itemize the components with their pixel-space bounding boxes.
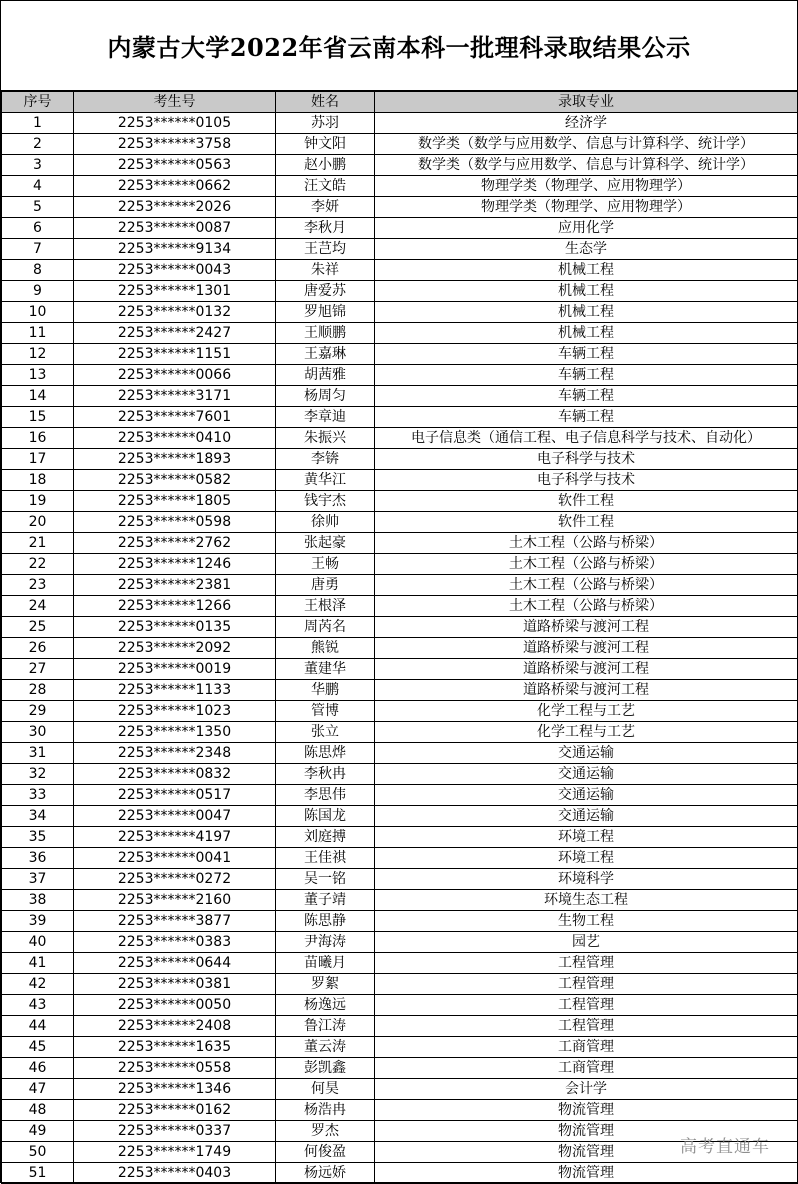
cell-index: 47 — [2, 1079, 74, 1100]
cell-name: 鲁江涛 — [276, 1016, 375, 1037]
cell-exam-id: 2253******0662 — [74, 176, 276, 197]
cell-major: 机械工程 — [375, 323, 798, 344]
cell-exam-id: 2253******1246 — [74, 554, 276, 575]
cell-name: 朱祥 — [276, 260, 375, 281]
cell-major: 工程管理 — [375, 974, 798, 995]
cell-index: 8 — [2, 260, 74, 281]
cell-major: 生物工程 — [375, 911, 798, 932]
cell-name: 王嘉琳 — [276, 344, 375, 365]
cell-major: 物流管理 — [375, 1121, 798, 1142]
cell-exam-id: 2253******1151 — [74, 344, 276, 365]
cell-exam-id: 2253******0563 — [74, 155, 276, 176]
cell-name: 张立 — [276, 722, 375, 743]
cell-exam-id: 2253******1266 — [74, 596, 276, 617]
cell-major: 工程管理 — [375, 953, 798, 974]
cell-exam-id: 2253******2092 — [74, 638, 276, 659]
cell-name: 管博 — [276, 701, 375, 722]
table-row — [2, 260, 798, 281]
table-row — [2, 911, 798, 932]
table-row — [2, 218, 798, 239]
cell-exam-id: 2253******0043 — [74, 260, 276, 281]
cell-exam-id: 2253******2381 — [74, 575, 276, 596]
table-row — [2, 638, 798, 659]
table-row — [2, 1121, 798, 1142]
cell-major: 机械工程 — [375, 302, 798, 323]
column-header-exam-id: 考生号 — [74, 92, 276, 113]
cell-major: 交通运输 — [375, 743, 798, 764]
cell-index: 3 — [2, 155, 74, 176]
table-row — [2, 680, 798, 701]
table-row — [2, 659, 798, 680]
cell-index: 29 — [2, 701, 74, 722]
table-row — [2, 1079, 798, 1100]
table-row — [2, 701, 798, 722]
table-body — [2, 113, 798, 1184]
cell-name: 尹海涛 — [276, 932, 375, 953]
cell-major: 数学类（数学与应用数学、信息与计算科学、统计学） — [375, 155, 798, 176]
cell-index: 20 — [2, 512, 74, 533]
cell-major: 应用化学 — [375, 218, 798, 239]
cell-exam-id: 2253******0272 — [74, 869, 276, 890]
cell-index: 16 — [2, 428, 74, 449]
cell-index: 27 — [2, 659, 74, 680]
cell-exam-id: 2253******2427 — [74, 323, 276, 344]
cell-name: 周芮名 — [276, 617, 375, 638]
cell-index: 6 — [2, 218, 74, 239]
cell-exam-id: 2253******0041 — [74, 848, 276, 869]
cell-major: 交通运输 — [375, 764, 798, 785]
cell-major: 交通运输 — [375, 806, 798, 827]
cell-name: 董云涛 — [276, 1037, 375, 1058]
table-row — [2, 533, 798, 554]
cell-name: 唐勇 — [276, 575, 375, 596]
cell-major: 电子信息类（通信工程、电子信息科学与技术、自动化） — [375, 428, 798, 449]
table-row — [2, 449, 798, 470]
cell-name: 吴一铭 — [276, 869, 375, 890]
cell-name: 董子靖 — [276, 890, 375, 911]
table-row — [2, 554, 798, 575]
column-header-major: 录取专业 — [375, 92, 798, 113]
cell-name: 罗絮 — [276, 974, 375, 995]
table-row — [2, 827, 798, 848]
table-row — [2, 869, 798, 890]
cell-name: 李思伟 — [276, 785, 375, 806]
table-row — [2, 470, 798, 491]
table-row — [2, 386, 798, 407]
cell-name: 刘庭搏 — [276, 827, 375, 848]
cell-major: 环境生态工程 — [375, 890, 798, 911]
cell-major: 道路桥梁与渡河工程 — [375, 617, 798, 638]
cell-index: 22 — [2, 554, 74, 575]
cell-index: 45 — [2, 1037, 74, 1058]
table-row — [2, 848, 798, 869]
cell-index: 48 — [2, 1100, 74, 1121]
table-row — [2, 995, 798, 1016]
cell-exam-id: 2253******0066 — [74, 365, 276, 386]
cell-index: 11 — [2, 323, 74, 344]
table-row — [2, 575, 798, 596]
table-row — [2, 785, 798, 806]
cell-major: 经济学 — [375, 113, 798, 134]
cell-major: 物流管理 — [375, 1100, 798, 1121]
cell-exam-id: 2253******0337 — [74, 1121, 276, 1142]
cell-index: 19 — [2, 491, 74, 512]
table-row — [2, 617, 798, 638]
cell-major: 数学类（数学与应用数学、信息与计算科学、统计学） — [375, 134, 798, 155]
cell-index: 15 — [2, 407, 74, 428]
table-row — [2, 974, 798, 995]
cell-exam-id: 2253******0050 — [74, 995, 276, 1016]
table-header-row — [2, 92, 798, 113]
cell-exam-id: 2253******0558 — [74, 1058, 276, 1079]
cell-exam-id: 2253******0517 — [74, 785, 276, 806]
table-row — [2, 155, 798, 176]
cell-name: 黄华江 — [276, 470, 375, 491]
table-row — [2, 1016, 798, 1037]
cell-name: 杨远娇 — [276, 1163, 375, 1184]
cell-exam-id: 2253******0087 — [74, 218, 276, 239]
cell-name: 苏羽 — [276, 113, 375, 134]
cell-exam-id: 2253******3171 — [74, 386, 276, 407]
cell-major: 工商管理 — [375, 1058, 798, 1079]
cell-exam-id: 2253******0047 — [74, 806, 276, 827]
cell-index: 30 — [2, 722, 74, 743]
cell-name: 钱宇杰 — [276, 491, 375, 512]
cell-exam-id: 2253******0582 — [74, 470, 276, 491]
table-row — [2, 764, 798, 785]
cell-major: 车辆工程 — [375, 344, 798, 365]
cell-exam-id: 2253******1749 — [74, 1142, 276, 1163]
table-row — [2, 302, 798, 323]
cell-exam-id: 2253******1635 — [74, 1037, 276, 1058]
cell-exam-id: 2253******0381 — [74, 974, 276, 995]
cell-name: 朱振兴 — [276, 428, 375, 449]
cell-name: 何俊盈 — [276, 1142, 375, 1163]
cell-index: 17 — [2, 449, 74, 470]
table-row — [2, 365, 798, 386]
cell-exam-id: 2253******1023 — [74, 701, 276, 722]
cell-major: 化学工程与工艺 — [375, 701, 798, 722]
cell-major: 工程管理 — [375, 1016, 798, 1037]
cell-exam-id: 2253******0162 — [74, 1100, 276, 1121]
cell-major: 环境工程 — [375, 827, 798, 848]
cell-major: 环境科学 — [375, 869, 798, 890]
cell-exam-id: 2253******1805 — [74, 491, 276, 512]
cell-major: 化学工程与工艺 — [375, 722, 798, 743]
cell-index: 38 — [2, 890, 74, 911]
cell-major: 园艺 — [375, 932, 798, 953]
cell-name: 张起豪 — [276, 533, 375, 554]
table-row — [2, 281, 798, 302]
table-row — [2, 491, 798, 512]
cell-index: 44 — [2, 1016, 74, 1037]
cell-index: 21 — [2, 533, 74, 554]
cell-major: 车辆工程 — [375, 386, 798, 407]
cell-name: 杨逸远 — [276, 995, 375, 1016]
cell-major: 交通运输 — [375, 785, 798, 806]
cell-major: 土木工程（公路与桥梁） — [375, 554, 798, 575]
cell-index: 26 — [2, 638, 74, 659]
cell-exam-id: 2253******2408 — [74, 1016, 276, 1037]
table-row — [2, 323, 798, 344]
cell-major: 软件工程 — [375, 491, 798, 512]
cell-name: 杨周匀 — [276, 386, 375, 407]
cell-index: 41 — [2, 953, 74, 974]
admission-table — [1, 91, 798, 1184]
cell-major: 物理学类（物理学、应用物理学） — [375, 197, 798, 218]
cell-name: 陈思静 — [276, 911, 375, 932]
cell-major: 道路桥梁与渡河工程 — [375, 638, 798, 659]
cell-exam-id: 2253******9134 — [74, 239, 276, 260]
cell-name: 华鹏 — [276, 680, 375, 701]
cell-exam-id: 2253******0019 — [74, 659, 276, 680]
cell-major: 土木工程（公路与桥梁） — [375, 533, 798, 554]
table-row — [2, 932, 798, 953]
table-row — [2, 596, 798, 617]
table-row — [2, 134, 798, 155]
cell-name: 熊锐 — [276, 638, 375, 659]
cell-major: 车辆工程 — [375, 407, 798, 428]
cell-name: 董建华 — [276, 659, 375, 680]
cell-exam-id: 2253******1301 — [74, 281, 276, 302]
cell-exam-id: 2253******2348 — [74, 743, 276, 764]
cell-exam-id: 2253******1893 — [74, 449, 276, 470]
cell-index: 31 — [2, 743, 74, 764]
table-row — [2, 113, 798, 134]
cell-exam-id: 2253******7601 — [74, 407, 276, 428]
table-row — [2, 1163, 798, 1184]
table-row — [2, 1037, 798, 1058]
column-header-name: 姓名 — [276, 92, 375, 113]
cell-name: 李秋冉 — [276, 764, 375, 785]
cell-name: 李章迪 — [276, 407, 375, 428]
cell-exam-id: 2253******1350 — [74, 722, 276, 743]
cell-index: 51 — [2, 1163, 74, 1184]
cell-exam-id: 2253******3758 — [74, 134, 276, 155]
cell-exam-id: 2253******2762 — [74, 533, 276, 554]
cell-index: 13 — [2, 365, 74, 386]
cell-name: 罗杰 — [276, 1121, 375, 1142]
cell-index: 2 — [2, 134, 74, 155]
cell-major: 电子科学与技术 — [375, 470, 798, 491]
cell-index: 18 — [2, 470, 74, 491]
cell-index: 12 — [2, 344, 74, 365]
cell-name: 赵小鹏 — [276, 155, 375, 176]
cell-major: 道路桥梁与渡河工程 — [375, 680, 798, 701]
cell-name: 何昊 — [276, 1079, 375, 1100]
cell-name: 唐爱苏 — [276, 281, 375, 302]
cell-name: 李秋月 — [276, 218, 375, 239]
cell-major: 软件工程 — [375, 512, 798, 533]
cell-index: 36 — [2, 848, 74, 869]
cell-exam-id: 2253******3877 — [74, 911, 276, 932]
cell-major: 工商管理 — [375, 1037, 798, 1058]
table-row — [2, 407, 798, 428]
cell-exam-id: 2253******0644 — [74, 953, 276, 974]
cell-name: 陈思烨 — [276, 743, 375, 764]
cell-index: 43 — [2, 995, 74, 1016]
cell-index: 34 — [2, 806, 74, 827]
cell-exam-id: 2253******0132 — [74, 302, 276, 323]
table-row — [2, 1142, 798, 1163]
cell-major: 土木工程（公路与桥梁） — [375, 575, 798, 596]
column-header-index: 序号 — [2, 92, 74, 113]
cell-major: 环境工程 — [375, 848, 798, 869]
cell-name: 杨浩冉 — [276, 1100, 375, 1121]
cell-index: 7 — [2, 239, 74, 260]
table-row — [2, 197, 798, 218]
cell-index: 9 — [2, 281, 74, 302]
cell-major: 工程管理 — [375, 995, 798, 1016]
cell-index: 35 — [2, 827, 74, 848]
cell-index: 24 — [2, 596, 74, 617]
title-area — [0, 0, 798, 91]
cell-name: 王佳祺 — [276, 848, 375, 869]
cell-major: 生态学 — [375, 239, 798, 260]
cell-major: 物理学类（物理学、应用物理学） — [375, 176, 798, 197]
table-row — [2, 806, 798, 827]
cell-exam-id: 2253******2026 — [74, 197, 276, 218]
cell-exam-id: 2253******1133 — [74, 680, 276, 701]
cell-name: 彭凯鑫 — [276, 1058, 375, 1079]
table-row — [2, 512, 798, 533]
cell-index: 46 — [2, 1058, 74, 1079]
cell-index: 32 — [2, 764, 74, 785]
cell-index: 40 — [2, 932, 74, 953]
cell-index: 10 — [2, 302, 74, 323]
cell-major: 会计学 — [375, 1079, 798, 1100]
cell-major: 机械工程 — [375, 260, 798, 281]
cell-name: 王顺鹏 — [276, 323, 375, 344]
table-row — [2, 428, 798, 449]
cell-name: 罗旭锦 — [276, 302, 375, 323]
cell-exam-id: 2253******1346 — [74, 1079, 276, 1100]
table-row — [2, 239, 798, 260]
cell-index: 23 — [2, 575, 74, 596]
cell-name: 李妍 — [276, 197, 375, 218]
cell-index: 50 — [2, 1142, 74, 1163]
cell-exam-id: 2253******2160 — [74, 890, 276, 911]
cell-major: 土木工程（公路与桥梁） — [375, 596, 798, 617]
table-row — [2, 890, 798, 911]
cell-exam-id: 2253******0135 — [74, 617, 276, 638]
cell-name: 苗曦月 — [276, 953, 375, 974]
cell-name: 徐帅 — [276, 512, 375, 533]
cell-index: 39 — [2, 911, 74, 932]
cell-name: 李锛 — [276, 449, 375, 470]
cell-exam-id: 2253******0105 — [74, 113, 276, 134]
table-row — [2, 953, 798, 974]
cell-exam-id: 2253******0410 — [74, 428, 276, 449]
cell-index: 4 — [2, 176, 74, 197]
cell-exam-id: 2253******0598 — [74, 512, 276, 533]
cell-major: 电子科学与技术 — [375, 449, 798, 470]
table-row — [2, 176, 798, 197]
table-row — [2, 722, 798, 743]
cell-name: 胡茜雅 — [276, 365, 375, 386]
cell-major: 车辆工程 — [375, 365, 798, 386]
cell-name: 钟文阳 — [276, 134, 375, 155]
cell-index: 25 — [2, 617, 74, 638]
table-row — [2, 1058, 798, 1079]
cell-name: 王畅 — [276, 554, 375, 575]
cell-exam-id: 2253******0832 — [74, 764, 276, 785]
cell-name: 陈国龙 — [276, 806, 375, 827]
cell-index: 42 — [2, 974, 74, 995]
cell-exam-id: 2253******4197 — [74, 827, 276, 848]
cell-name: 王芑均 — [276, 239, 375, 260]
cell-major: 机械工程 — [375, 281, 798, 302]
cell-index: 14 — [2, 386, 74, 407]
table-row — [2, 1100, 798, 1121]
cell-major: 物流管理 — [375, 1142, 798, 1163]
watermark: 高考直通车 — [680, 1137, 770, 1157]
cell-major: 道路桥梁与渡河工程 — [375, 659, 798, 680]
cell-exam-id: 2253******0403 — [74, 1163, 276, 1184]
cell-index: 1 — [2, 113, 74, 134]
cell-index: 49 — [2, 1121, 74, 1142]
cell-name: 汪文皓 — [276, 176, 375, 197]
table-row — [2, 344, 798, 365]
table-row — [2, 743, 798, 764]
cell-exam-id: 2253******0383 — [74, 932, 276, 953]
page-title: 内蒙古大学2022年省云南本科一批理科录取结果公示 — [107, 32, 691, 62]
cell-index: 28 — [2, 680, 74, 701]
cell-major: 物流管理 — [375, 1163, 798, 1184]
cell-index: 5 — [2, 197, 74, 218]
cell-index: 37 — [2, 869, 74, 890]
cell-index: 33 — [2, 785, 74, 806]
cell-name: 王根泽 — [276, 596, 375, 617]
